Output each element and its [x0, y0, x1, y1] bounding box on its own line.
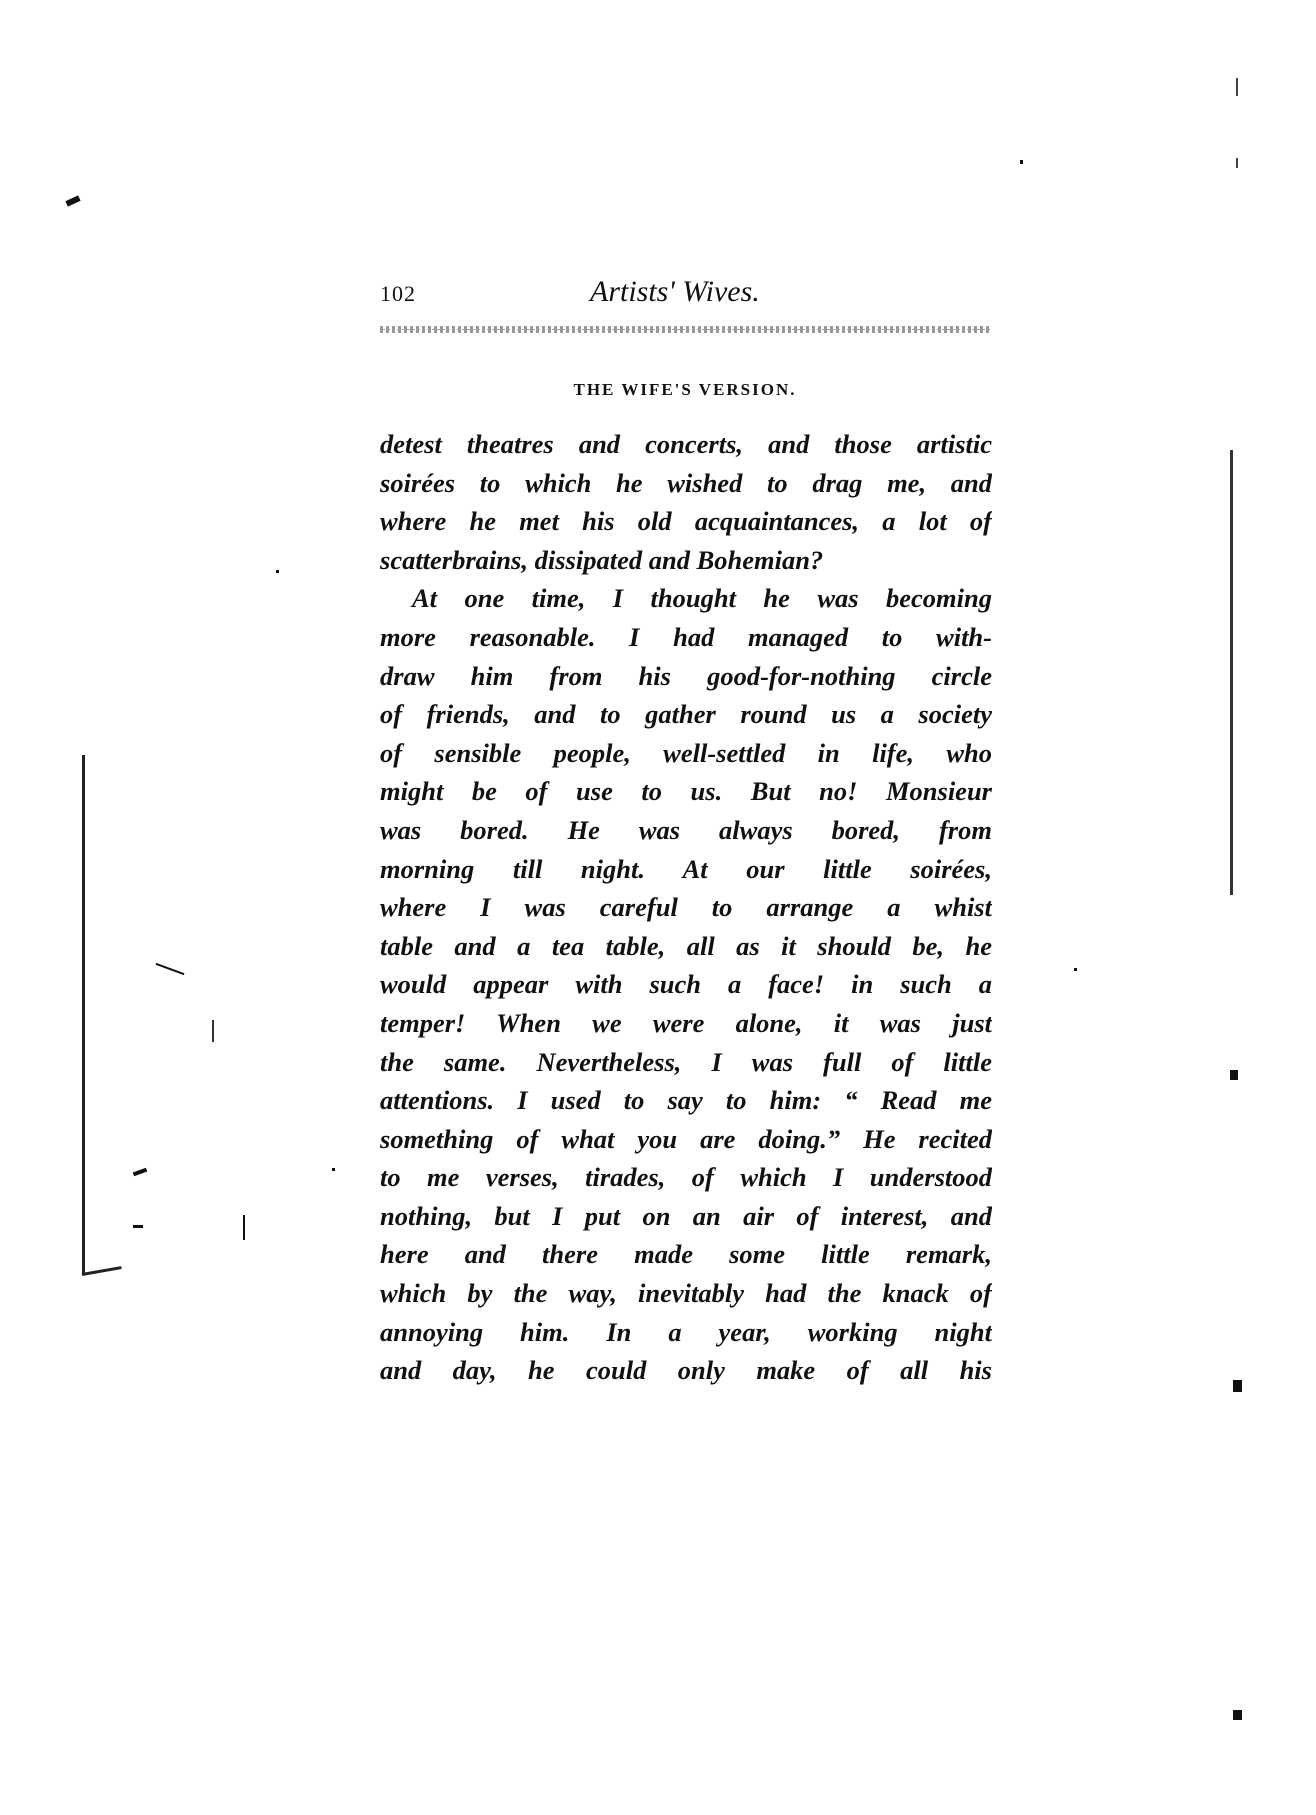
header-ornamental-rule	[380, 326, 990, 333]
text-line: and day, he could only make of all his	[380, 1355, 992, 1386]
page-number: 102	[380, 281, 416, 306]
scan-bracket-mark	[82, 1266, 122, 1276]
scan-speck	[1236, 158, 1238, 168]
scan-speck	[1230, 1070, 1238, 1080]
scan-speck	[1236, 78, 1238, 96]
scan-speck	[1233, 1380, 1242, 1392]
text-line: attentions. I used to say to him: “ Read me	[380, 1085, 992, 1116]
scan-speck	[243, 1215, 245, 1240]
text-line: here and there made some little remark,	[380, 1239, 992, 1270]
body-text	[380, 425, 992, 1390]
scan-speck	[276, 570, 279, 573]
text-line: draw him from his good-for-nothing circle	[380, 660, 992, 691]
text-line: annoying him. In a year, working night	[380, 1316, 992, 1347]
text-line: soirées to which he wished to drag me, and	[380, 467, 992, 498]
text-line: something of what you are doing.” He recited	[380, 1123, 992, 1154]
text-line: At one time, I thought he was becoming	[412, 583, 992, 614]
scan-speck	[133, 1225, 143, 1228]
scan-speck	[1233, 1710, 1242, 1720]
text-line: was bored. He was always bored, from	[380, 814, 992, 845]
scan-speck	[1074, 968, 1077, 971]
text-line: detest theatres and concerts, and those artistic	[380, 429, 992, 459]
scan-bracket-mark	[82, 755, 85, 1275]
running-head	[380, 275, 992, 315]
text-line: might be of use to us. But no! Monsieur	[380, 776, 992, 807]
text-line: more reasonable. I had managed to with-	[380, 621, 992, 652]
text-line: would appear with such a face! in such a	[380, 969, 992, 1000]
text-line: the same. Nevertheless, I was full of little	[380, 1046, 992, 1077]
text-line: which by the way, inevitably had the knack of	[380, 1278, 992, 1309]
scan-speck	[65, 195, 80, 206]
scan-speck	[332, 1168, 335, 1171]
text-line: where he met his old acquaintances, a lot of	[380, 506, 992, 537]
running-title: Artists' Wives.	[590, 275, 760, 308]
text-line: where I was careful to arrange a whist	[380, 892, 992, 923]
scan-margin-line	[1230, 450, 1233, 895]
section-heading: THE WIFE'S VERSION.	[573, 380, 797, 399]
text-line: to me verses, tirades, of which I understood	[380, 1162, 992, 1193]
scan-speck	[1020, 160, 1023, 164]
text-line: of friends, and to gather round us a society	[380, 699, 992, 730]
scan-speck	[156, 963, 185, 975]
text-line: morning till night. At our little soirées,	[380, 853, 992, 884]
text-line: nothing, but I put on an air of interest, and	[380, 1200, 992, 1231]
text-line: of sensible people, well-settled in life, who	[380, 737, 992, 768]
scan-speck	[133, 1168, 148, 1177]
text-line: scatterbrains, dissipated and Bohemian?	[380, 544, 824, 575]
text-line: temper! When we were alone, it was just	[380, 1007, 992, 1038]
text-line: table and a tea table, all as it should be, he	[380, 930, 992, 961]
scan-speck	[212, 1020, 214, 1042]
